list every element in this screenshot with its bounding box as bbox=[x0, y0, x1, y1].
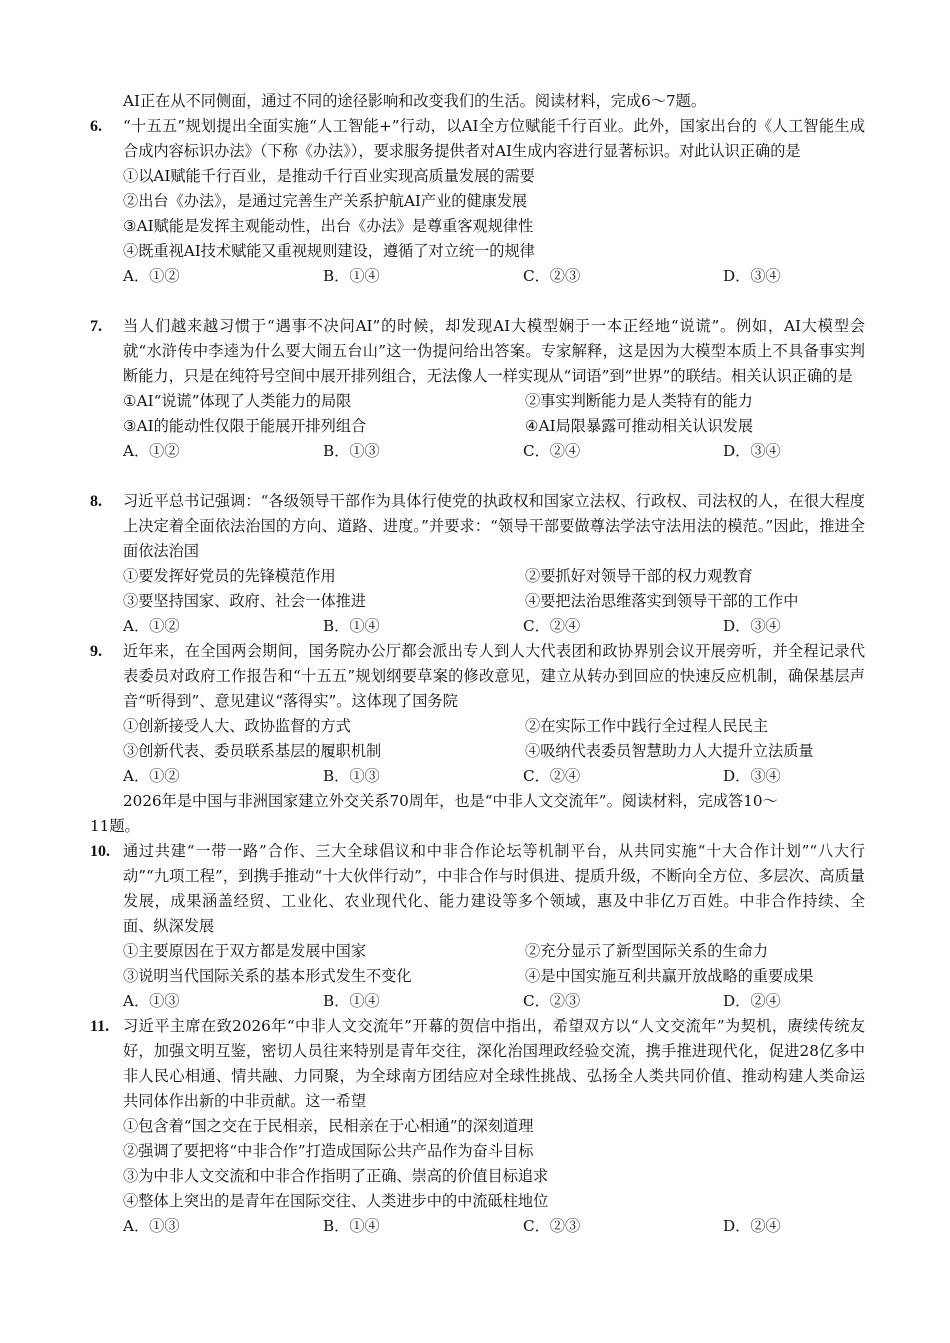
material-intro-10-11 bbox=[90, 789, 863, 839]
choice-d[interactable]: D．③④ bbox=[723, 267, 781, 285]
statements bbox=[123, 939, 865, 989]
question-number: 11. bbox=[90, 1018, 110, 1035]
choice-d[interactable]: D．③④ bbox=[723, 617, 781, 635]
question-number: 7. bbox=[90, 318, 102, 335]
statement-3: ③AI的能动性仅限于能展开排列组合 bbox=[123, 417, 367, 435]
choice-c[interactable]: C．②③ bbox=[523, 1217, 581, 1235]
statement-4: ④AI局限暴露可推动相关认识发展 bbox=[525, 417, 754, 435]
statement-2: ②出台《办法》，是通过完善生产关系护航AI产业的健康发展 bbox=[123, 192, 528, 210]
intro-text-line2: 11题。 bbox=[90, 817, 140, 835]
intro-text-line1: 2026年是中国与非洲国家建立外交关系70周年，也是“中非人文交流年”。阅读材料，完成答10～ bbox=[123, 792, 778, 810]
choice-a[interactable]: A．①③ bbox=[123, 992, 180, 1010]
statement-1: ①主要原因在于双方都是发展中国家 bbox=[123, 942, 366, 960]
choice-c[interactable]: C．②④ bbox=[523, 767, 581, 785]
question-6 bbox=[90, 114, 865, 289]
statements bbox=[123, 714, 865, 764]
choice-c[interactable]: C．②③ bbox=[523, 992, 581, 1010]
choice-d[interactable]: D．②④ bbox=[723, 1217, 781, 1235]
statement-1: ①包含着“国之交在于民相亲，民相亲在于心相通”的深刻道理 bbox=[123, 1117, 534, 1135]
statement-4: ④要把法治思维落实到领导干部的工作中 bbox=[525, 592, 799, 610]
statement-4: ④是中国实施互利共赢开放战略的重要成果 bbox=[525, 967, 814, 985]
answer-choices bbox=[123, 264, 865, 289]
statement-4: ④整体上突出的是青年在国际交往、人类进步中的中流砥柱地位 bbox=[123, 1192, 549, 1210]
question-number: 6. bbox=[90, 118, 102, 135]
choice-b[interactable]: B．①④ bbox=[323, 267, 380, 285]
question-number: 8. bbox=[90, 493, 102, 510]
choice-c[interactable]: C．②④ bbox=[523, 442, 581, 460]
question-stem: “十五五”规划提出全面实施“人工智能+”行动，以AI全方位赋能千行百业。此外，国家出台的《人工智能生成合成内容标识办法》（下称《办法》），要求服务提供者对AI生成内容进行显著标识。对此认识正确的是 bbox=[123, 117, 865, 160]
choice-c[interactable]: C．②④ bbox=[523, 617, 581, 635]
answer-choices bbox=[123, 439, 865, 464]
choice-a[interactable]: A．①③ bbox=[123, 1217, 180, 1235]
statement-2: ②要抓好对领导干部的权力观教育 bbox=[525, 567, 753, 585]
choice-b[interactable]: B．①③ bbox=[323, 442, 380, 460]
statement-1: ①创新接受人大、政协监督的方式 bbox=[123, 717, 351, 735]
question-stem: 习近平总书记强调：“各级领导干部作为具体行使党的执政权和国家立法权、行政权、司法权的人，在很大程度上决定着全面依法治国的方向、道路、进度。”并要求：“领导干部要做尊法学法守法用法的模范。”因此，推进全面依法治国 bbox=[123, 492, 865, 560]
choice-b[interactable]: B．①③ bbox=[323, 767, 380, 785]
choice-a[interactable]: A．①② bbox=[123, 267, 180, 285]
choice-b[interactable]: B．①④ bbox=[323, 1217, 380, 1235]
question-stem: 近年来，在全国两会期间，国务院办公厅都会派出专人到人大代表团和政协界别会议开展旁听，并全程记录代表委员对政府工作报告和“十五五”规划纲要草案的修改意见，建立从转办到回应的快速反应机制，确保基层声音“听得到”、意见建议“落得实”。这体现了国务院 bbox=[123, 642, 865, 710]
statement-2: ②事实判断能力是人类特有的能力 bbox=[525, 392, 753, 410]
choice-b[interactable]: B．①④ bbox=[323, 617, 380, 635]
choice-d[interactable]: D．②④ bbox=[723, 992, 781, 1010]
statement-2: ②在实际工作中践行全过程人民民主 bbox=[525, 717, 768, 735]
question-11 bbox=[90, 1014, 865, 1239]
statement-3: ③说明当代国际关系的基本形式发生不变化 bbox=[123, 967, 412, 985]
question-8 bbox=[90, 489, 865, 639]
choice-c[interactable]: C．②③ bbox=[523, 267, 581, 285]
choice-a[interactable]: A．①② bbox=[123, 442, 180, 460]
question-9 bbox=[90, 639, 865, 789]
intro-text: AI正在从不同侧面，通过不同的途径影响和改变我们的生活。阅读材料，完成6～7题。 bbox=[123, 92, 707, 110]
statement-2: ②充分显示了新型国际关系的生命力 bbox=[525, 942, 768, 960]
question-7 bbox=[90, 314, 865, 464]
statements bbox=[123, 564, 865, 614]
question-stem: 当人们越来越习惯于“遇事不决问AI”的时候，却发现AI大模型娴于一本正经地“说谎”。例如，AI大模型会就“水浒传中李逵为什么要大闹五台山”这一伪提问给出答案。专家解释，这是因为大模型本质上不具备事实判断能力，只是在纯符号空间中展开排列组合，无法像人一样实现从“词语”到“世界”的联结。相关认识正确的是 bbox=[123, 317, 865, 385]
statements bbox=[123, 389, 865, 439]
question-10 bbox=[90, 839, 865, 1014]
statement-3: ③为中非人文交流和中非合作指明了正确、崇高的价值目标追求 bbox=[123, 1167, 549, 1185]
material-intro-6-7 bbox=[123, 89, 863, 114]
statement-2: ②强调了要把将“中非合作”打造成国际公共产品作为奋斗目标 bbox=[123, 1142, 534, 1160]
statement-3: ③要坚持国家、政府、社会一体推进 bbox=[123, 592, 366, 610]
choice-d[interactable]: D．③④ bbox=[723, 442, 781, 460]
statement-3: ③创新代表、委员联系基层的履职机制 bbox=[123, 742, 382, 760]
answer-choices bbox=[123, 1214, 865, 1239]
question-stem: 习近平主席在致2026年“中非人文交流年”开幕的贺信中指出，希望双方以“人文交流年”为契机，赓续传统友好，加强文明互鉴，密切人员往来特别是青年交往，深化治国理政经验交流，携手推进现代化，促进28亿多中非人民心相通、情共融、力同聚，为全球南方团结应对全球性挑战、弘扬全人类共同价值、推动构建人类命运共同体作出新的中非贡献。这一希望 bbox=[123, 1017, 865, 1110]
choice-d[interactable]: D．③④ bbox=[723, 767, 781, 785]
question-number: 9. bbox=[90, 643, 102, 660]
choice-a[interactable]: A．①② bbox=[123, 617, 180, 635]
statement-4: ④既重视AI技术赋能又重视规则建设，遵循了对立统一的规律 bbox=[123, 242, 535, 260]
question-number: 10. bbox=[90, 843, 110, 860]
statement-1: ①以AI赋能千行百业，是推动千行百业实现高质量发展的需要 bbox=[123, 167, 535, 185]
statement-4: ④吸纳代表委员智慧助力人大提升立法质量 bbox=[525, 742, 814, 760]
statement-1: ①AI“说谎”体现了人类能力的局限 bbox=[123, 392, 352, 410]
choice-a[interactable]: A．①② bbox=[123, 767, 180, 785]
answer-choices bbox=[123, 614, 865, 639]
statement-1: ①要发挥好党员的先锋模范作用 bbox=[123, 567, 336, 585]
choice-b[interactable]: B．①④ bbox=[323, 992, 380, 1010]
question-stem: 通过共建“一带一路”合作、三大全球倡议和中非合作论坛等机制平台，从共同实施“十大合作计划”“八大行动”“九项工程”，到携手推动“十大伙伴行动”，中非合作与时俱进、提质升级，不断向全方位、多层次、高质量发展，成果涵盖经贸、工业化、农业现代化、能力建设等多个领域，惠及中非亿万百姓。中非合作持续、全面、纵深发展 bbox=[123, 842, 865, 935]
answer-choices bbox=[123, 989, 865, 1014]
statement-3: ③AI赋能是发挥主观能动性，出台《办法》是尊重客观规律性 bbox=[123, 217, 534, 235]
answer-choices bbox=[123, 764, 865, 789]
